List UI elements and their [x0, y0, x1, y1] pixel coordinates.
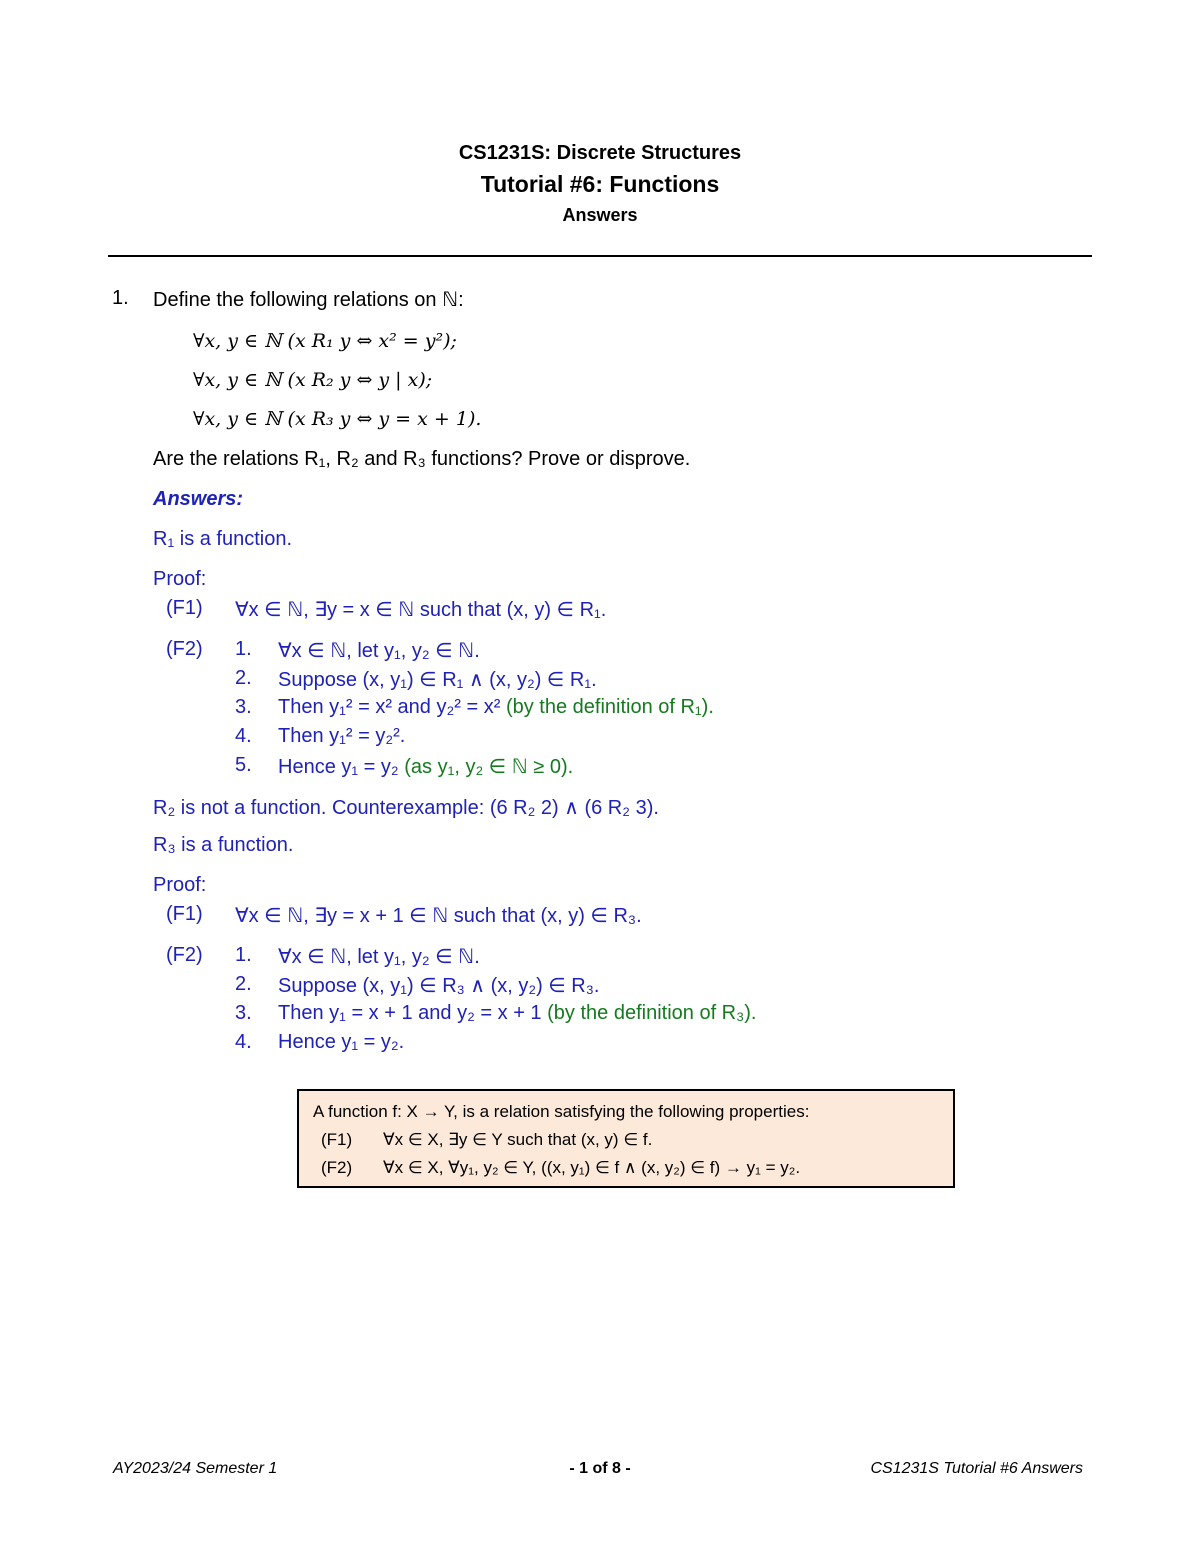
r3-f1-label: (F1)	[166, 903, 203, 925]
relation-r3-definition: ∀x, y ∈ ℕ (x R₃ y ⇔ y = x + 1).	[193, 408, 482, 430]
r1-step-5	[278, 754, 573, 779]
r1-step-number: 4.	[235, 725, 252, 747]
r3-step-number: 1.	[235, 944, 252, 966]
r1-proof-label: Proof:	[153, 568, 207, 590]
relation-r2-definition: ∀x, y ∈ ℕ (x R₂ y ⇔ y | x);	[193, 369, 433, 391]
r3-step-text: ∀x ∈ ℕ, let y₁, y₂ ∈ ℕ.	[278, 946, 480, 968]
r3-step-text: Hence y₁ = y₂.	[278, 1031, 405, 1053]
definition-intro: A function f: X → Y, is a relation satisfying the following properties:	[313, 1102, 810, 1121]
r1-step-text: Suppose (x, y₁) ∈ R₁ ∧ (x, y₂) ∈ R₁.	[278, 669, 597, 691]
answers-subtitle: Answers	[562, 205, 638, 225]
definition-f1: ∀x ∈ X, ∃y ∈ Y such that (x, y) ∈ f.	[383, 1130, 653, 1149]
tutorial-title: Tutorial #6: Functions	[480, 171, 720, 197]
answers-heading: Answers:	[153, 488, 244, 510]
r3-step-3	[278, 1002, 756, 1025]
definition-f1-label: (F1)	[321, 1130, 353, 1149]
r1-f1-label: (F1)	[166, 597, 203, 619]
r3-step-text: Suppose (x, y₁) ∈ R₃ ∧ (x, y₂) ∈ R₃.	[278, 975, 600, 997]
r3-step-note: (by the definition of R₃).	[547, 1002, 757, 1024]
r3-claim: R₃ is a function.	[153, 834, 294, 856]
question-number: 1.	[112, 287, 129, 309]
r1-step-text: Then y₁² = x² and y₂² = x²	[278, 696, 501, 718]
r2-claim: R₂ is not a function. Counterexample: (6 R₂ 2) ∧ (6 R₂ 3).	[153, 797, 659, 819]
course-title: CS1231S: Discrete Structures	[458, 142, 742, 164]
footer-document-title: CS1231S Tutorial #6 Answers	[870, 1460, 1083, 1477]
r1-step-text: Hence y₁ = y₂	[278, 756, 399, 778]
r1-step-note: (by the definition of R₁).	[505, 696, 714, 718]
function-definition-box	[297, 1089, 955, 1188]
r3-step-number: 2.	[235, 973, 252, 995]
r1-step-note: (as y₁, y₂ ∈ ℕ ≥ 0).	[404, 756, 574, 778]
r3-f1-statement: ∀x ∈ ℕ, ∃y = x + 1 ∈ ℕ such that (x, y) ∈ R₃.	[235, 905, 642, 927]
header-divider	[108, 255, 1092, 257]
r3-step-text: Then y₁ = x + 1 and y₂ = x + 1	[278, 1002, 542, 1024]
question-intro: Define the following relations on ℕ:	[153, 289, 464, 311]
r1-f1-statement: ∀x ∈ ℕ, ∃y = x ∈ ℕ such that (x, y) ∈ R₁.	[235, 599, 607, 621]
definition-f2: ∀x ∈ X, ∀y₁, y₂ ∈ Y, ((x, y₁) ∈ f ∧ (x, y₂) ∈ f) → y₁ = y₂.	[383, 1158, 801, 1177]
footer-page-number: - 1 of 8 -	[569, 1460, 631, 1477]
r1-step-number: 5.	[235, 754, 252, 776]
r1-step-3	[278, 696, 714, 719]
r3-step-number: 4.	[235, 1031, 252, 1053]
r3-proof-label: Proof:	[153, 874, 207, 896]
question-ask: Are the relations R₁, R₂ and R₃ functions? Prove or disprove.	[153, 448, 691, 470]
r1-step-number: 2.	[235, 667, 252, 689]
r1-claim: R₁ is a function.	[153, 528, 293, 550]
r3-step-number: 3.	[235, 1002, 252, 1024]
r3-f2-label: (F2)	[166, 944, 203, 966]
definition-f2-label: (F2)	[321, 1158, 353, 1177]
r1-step-text: ∀x ∈ ℕ, let y₁, y₂ ∈ ℕ.	[278, 640, 480, 662]
relation-r1-definition: ∀x, y ∈ ℕ (x R₁ y ⇔ x² = y²);	[193, 330, 457, 352]
r1-step-text: Then y₁² = y₂².	[278, 725, 406, 747]
r1-f2-label: (F2)	[166, 638, 203, 660]
r1-step-number: 3.	[235, 696, 252, 718]
r1-step-number: 1.	[235, 638, 252, 660]
footer-semester: AY2023/24 Semester 1	[113, 1460, 278, 1477]
